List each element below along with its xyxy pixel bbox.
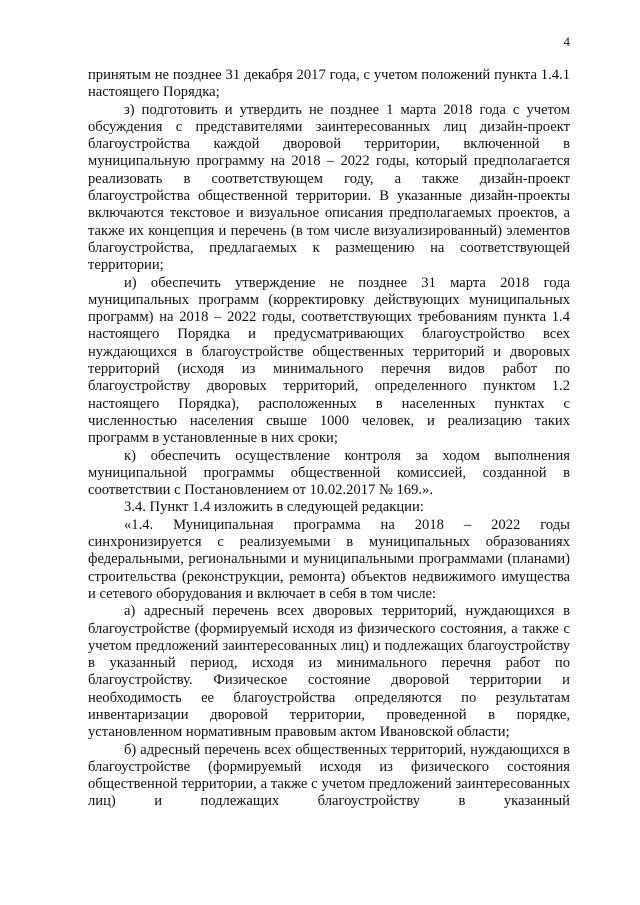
paragraph-item-b: б) адресный перечень всех общественных территорий, нуждающихся в благоустройстве (формируемый исходя из физического состояния общественной территории, а также с учетом предложений заинтересованных лиц) и подлежащих благоустройству в указанный xyxy=(88,741,570,810)
paragraph-section-1-4: «1.4. Муниципальная программа на 2018 – 2022 годы синхронизируется с реализуемыми в муниципальных образованиях федеральными, региональными и муниципальными программами (планами) строительства (реконструкции, ремонта) объектов недвижимого имущества и сетевого оборудования и включает в себя в том числе: xyxy=(88,516,570,602)
paragraph-item-a: а) адресный перечень всех дворовых территорий, нуждающихся в благоустройстве (формируемый исходя из физического состояния, а также с учетом предложений заинтересованных лиц) и подлежащих благоустройству в указанный период, исходя из минимального перечня работ по благоустройству. Физическое состояние дворовой территории и необходимость ее благоустройства определяются по результатам инвентаризации дворовой территории, проведенной в порядке, установленном нормативным правовым актом Ивановской области; xyxy=(88,603,570,741)
paragraph-continuation: принятым не позднее 31 декабря 2017 года, с учетом положений пункта 1.4.1 настоящего Порядка; xyxy=(88,67,570,101)
document-body xyxy=(88,67,570,811)
paragraph-item-i: и) обеспечить утверждение не позднее 31 марта 2018 года муниципальных программ (корректировку действующих муниципальных программ) на 2018 – 2022 годы, соответствующих требованиям пункта 1.4 настоящего Порядка и предусматривающих благоустройство всех нуждающихся в благоустройстве общественных территорий и дворовых территорий (исходя из минимального перечня видов работ по благоустройству дворовых территорий, определенного пунктом 1.2 настоящего Порядка), расположенных в населенных пунктах с численностью населения свыше 1000 человек, и реализацию таких программ в установленные в них сроки; xyxy=(88,274,570,447)
paragraph-item-k: к) обеспечить осуществление контроля за ходом выполнения муниципальной программы общественной комиссией, созданной в соответствии с Постановлением от 10.02.2017 № 169.». xyxy=(88,447,570,499)
paragraph-item-z: з) подготовить и утвердить не позднее 1 марта 2018 года с учетом обсуждения с представителями заинтересованных лиц дизайн-проект благоустройства каждой дворовой территории, включенной в муниципальную программу на 2018 – 2022 годы, который предполагается реализовать в соответствующем году, а также дизайн-проект благоустройства общественной территории. В указанные дизайн-проекты включаются текстовое и визуальное описания предполагаемых проектов, а также их концепция и перечень (в том числе визуализированный) элементов благоустройства, предлагаемых к размещению на соответствующей территории; xyxy=(88,101,570,274)
paragraph-section-3-4: 3.4. Пункт 1.4 изложить в следующей редакции: xyxy=(124,499,424,516)
page-number: 4 xyxy=(563,34,570,49)
